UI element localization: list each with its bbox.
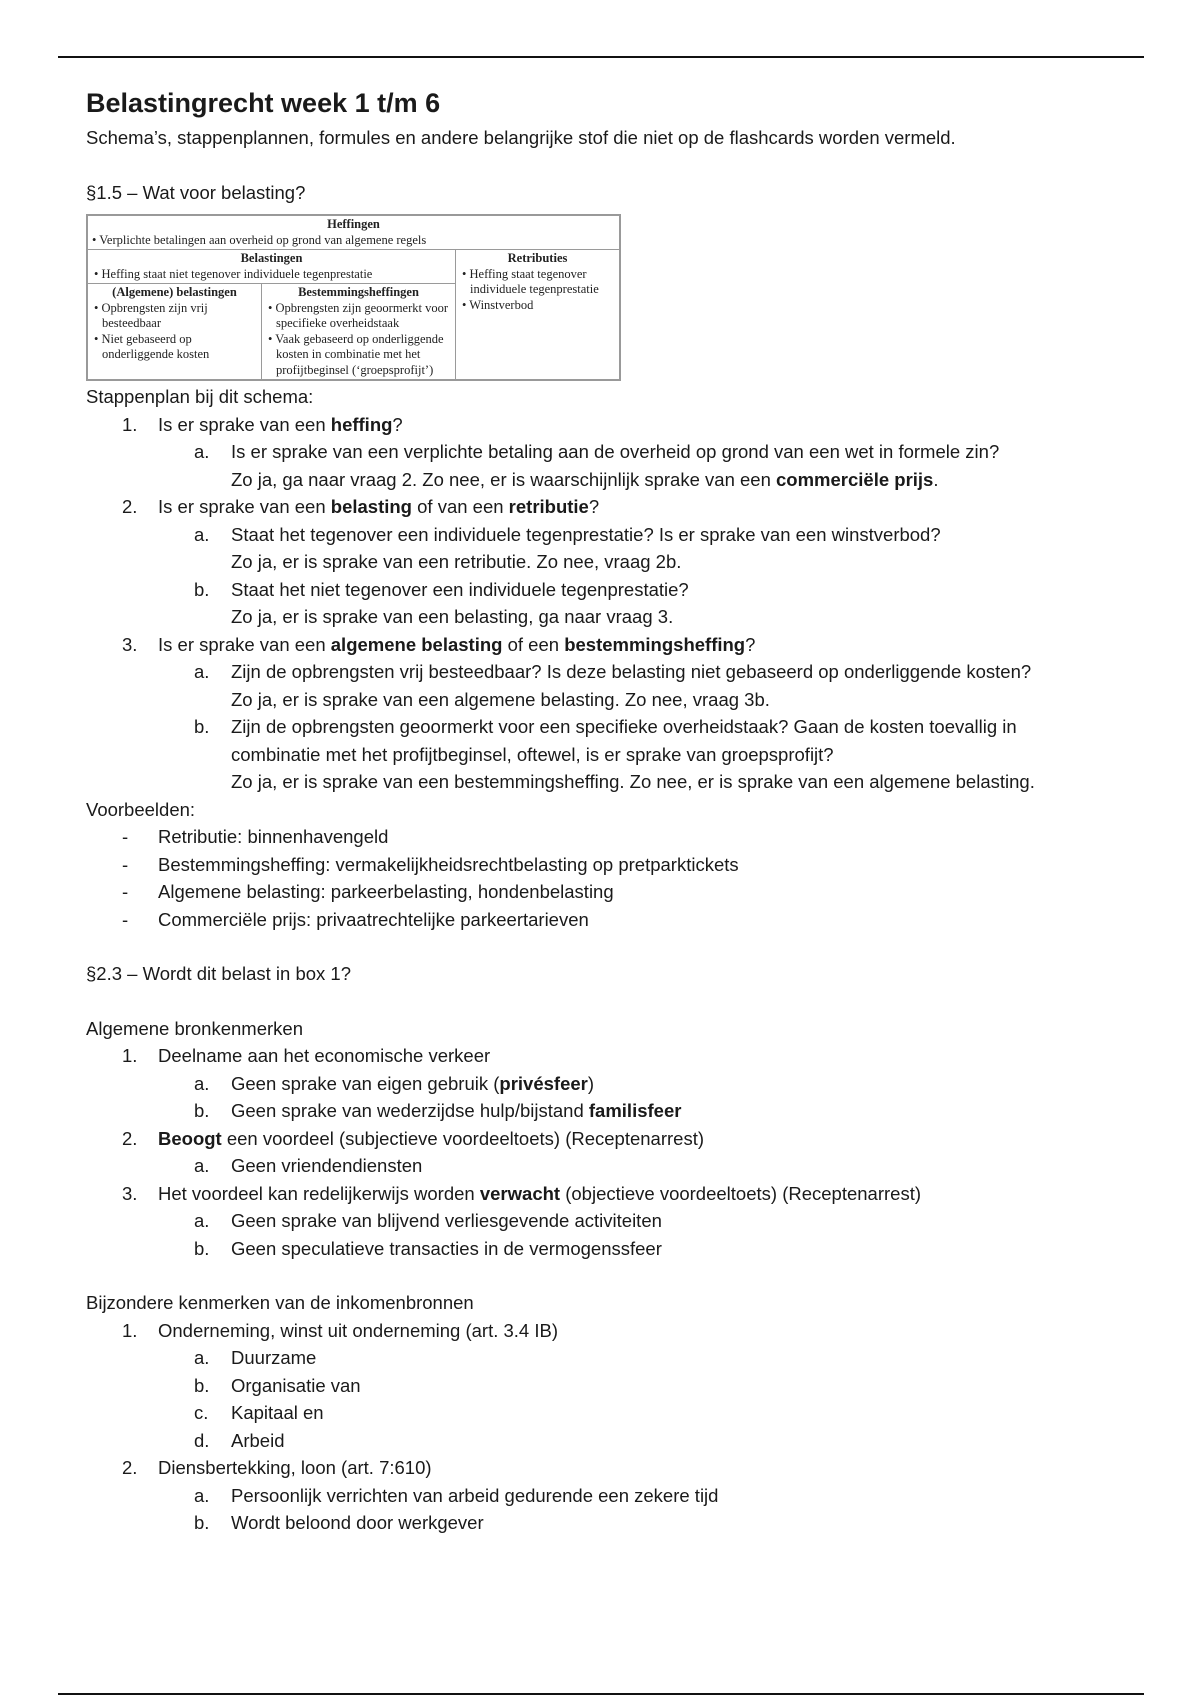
special-2-item: b. Wordt beloond door werkgever [194,1512,484,1533]
step-2b-answer: Zo ja, er is sprake van een belasting, ga naar vraag 3. [231,606,674,627]
example-item: - Bestemmingsheffing: vermakelijkheidsrechtbelasting op pretparktickets [122,853,739,875]
examples-heading: Voorbeelden: [86,798,196,820]
step-1: 1. Is er sprake van een heffing? [122,413,403,435]
document-subtitle: Schema’s, stappenplannen, formules en andere belangrijke stof die niet op de flashcards worden vermeld. [86,127,956,148]
general-3: 3. Het voordeel kan redelijkerwijs worden verwacht (objectieve voordeeltoets) (Receptenarrest) [122,1182,921,1204]
step-1a-answer: Zo ja, ga naar vraag 2. Zo nee, er is waarschijnlijk sprake van een commerciële prijs. [231,468,939,490]
schema-heffingen-title: Heffingen [327,217,380,231]
footer-rule [58,1693,1144,1695]
special-1-item: c. Kapitaal en [194,1402,324,1423]
schema-algemene-title: (Algemene) belastingen [112,285,237,299]
step-2a-answer: Zo ja, er is sprake van een retributie. Zo nee, vraag 2b. [231,551,682,572]
step-3b-answer: Zo ja, er is sprake van een bestemmingsheffing. Zo nee, er is sprake van een algemene belasting. [231,771,1035,792]
plan-intro: Stappenplan bij dit schema: [86,386,314,407]
schema-belastingen-cell [88,250,456,284]
special-1-item: d. Arbeid [194,1429,285,1451]
schema-bestemming-cell [262,284,456,380]
schema-retributies-cell [456,250,620,380]
schema-bestemming-title: Bestemmingsheffingen [298,285,419,299]
schema-algemene-bullet: • Niet gebaseerd op onderliggende kosten [94,331,210,361]
schema-algemene-cell [88,284,262,380]
general-1b: b. Geen sprake van wederzijdse hulp/bijstand familisfeer [194,1100,682,1121]
step-3b-continued: combinatie met het profijtbeginsel, oftewel, is er sprake van groepsprofijt? [231,743,834,765]
schema-heffingen-bullet: • Verplichte betalingen aan overheid op grond van algemene regels [92,232,427,247]
step-2a: a. Staat het tegenover een individuele tegenprestatie? Is er sprake van een winstverbod? [194,523,941,545]
schema-retributies-title: Retributies [507,251,568,265]
example-item: - Algemene belasting: parkeerbelasting, hondenbelasting [122,881,614,902]
general-1a: a. Geen sprake van eigen gebruik (privésfeer) [194,1072,595,1094]
section-heading-1-5: §1.5 – Wat voor belasting? [86,181,306,203]
general-characteristics-heading: Algemene bronkenmerken [86,1017,303,1039]
schema-belastingen-title: Belastingen [240,251,303,265]
special-1-item: a. Duurzame [194,1347,317,1368]
step-3: 3. Is er sprake van een algemene belasting of een bestemmingsheffing? [122,633,756,655]
special-1: 1. Onderneming, winst uit onderneming (art. 3.4 IB) [122,1319,558,1341]
special-2: 2. Diensbertekking, loon (art. 7:610) [122,1457,432,1478]
special-2-item: a. Persoonlijk verrichten van arbeid gedurende een zekere tijd [194,1484,719,1506]
tax-schema-table [86,214,621,381]
step-1a: a. Is er sprake van een verplichte betaling aan de overheid op grond van een wet in formele zin? [194,441,1000,462]
document-page [86,86,1126,1537]
step-2: 2. Is er sprake van een belasting of van een retributie? [122,496,600,517]
schema-belastingen-bullet: • Heffing staat niet tegenover individuele tegenprestatie [94,266,373,281]
example-item: - Commerciële prijs: privaatrechtelijke parkeertarieven [122,908,589,930]
step-2b: b. Staat het niet tegenover een individuele tegenprestatie? [194,578,689,600]
step-3a: a. Zijn de opbrengsten vrij besteedbaar? Is deze belasting niet gebaseerd op onderliggende kosten? [194,661,1032,682]
step-3a-answer: Zo ja, er is sprake van een algemene belasting. Zo nee, vraag 3b. [231,688,770,710]
general-2a: a. Geen vriendendiensten [194,1155,423,1176]
schema-retributies-bullet: • Heffing staat tegenover individuele tegenprestatie [462,266,599,296]
step-3b: b. Zijn de opbrengsten geoormerkt voor een specifieke overheidstaak? Gaan de kosten toevallig in [194,716,1017,737]
general-3a: a. Geen sprake van blijvend verliesgevende activiteiten [194,1210,662,1231]
schema-bestemming-bullet: • Opbrengsten zijn geoormerkt voor specifieke overheidstaak [268,300,449,330]
header-rule [58,56,1144,58]
general-3b: b. Geen speculatieve transacties in de vermogenssfeer [194,1237,662,1259]
example-item: - Retributie: binnenhavengeld [122,826,389,847]
general-1: 1. Deelname aan het economische verkeer [122,1045,491,1066]
special-1-item: b. Organisatie van [194,1374,361,1396]
special-characteristics-heading: Bijzondere kenmerken van de inkomenbronnen [86,1292,474,1313]
document-title: Belastingrecht week 1 t/m 6 [86,88,441,118]
schema-algemene-bullet: • Opbrengsten zijn vrij besteedbaar [94,300,208,330]
general-2: 2. Beoogt een voordeel (subjectieve voordeeltoets) (Receptenarrest) [122,1127,705,1149]
schema-retributies-bullet: • Winstverbod [462,297,534,312]
section-heading-2-3: §2.3 – Wordt dit belast in box 1? [86,963,351,984]
schema-heffingen-cell [88,216,620,250]
schema-bestemming-bullet: • Vaak gebaseerd op onderliggende kosten in combinatie met het profijtbeginsel (‘groepsprofijt’) [268,331,444,377]
